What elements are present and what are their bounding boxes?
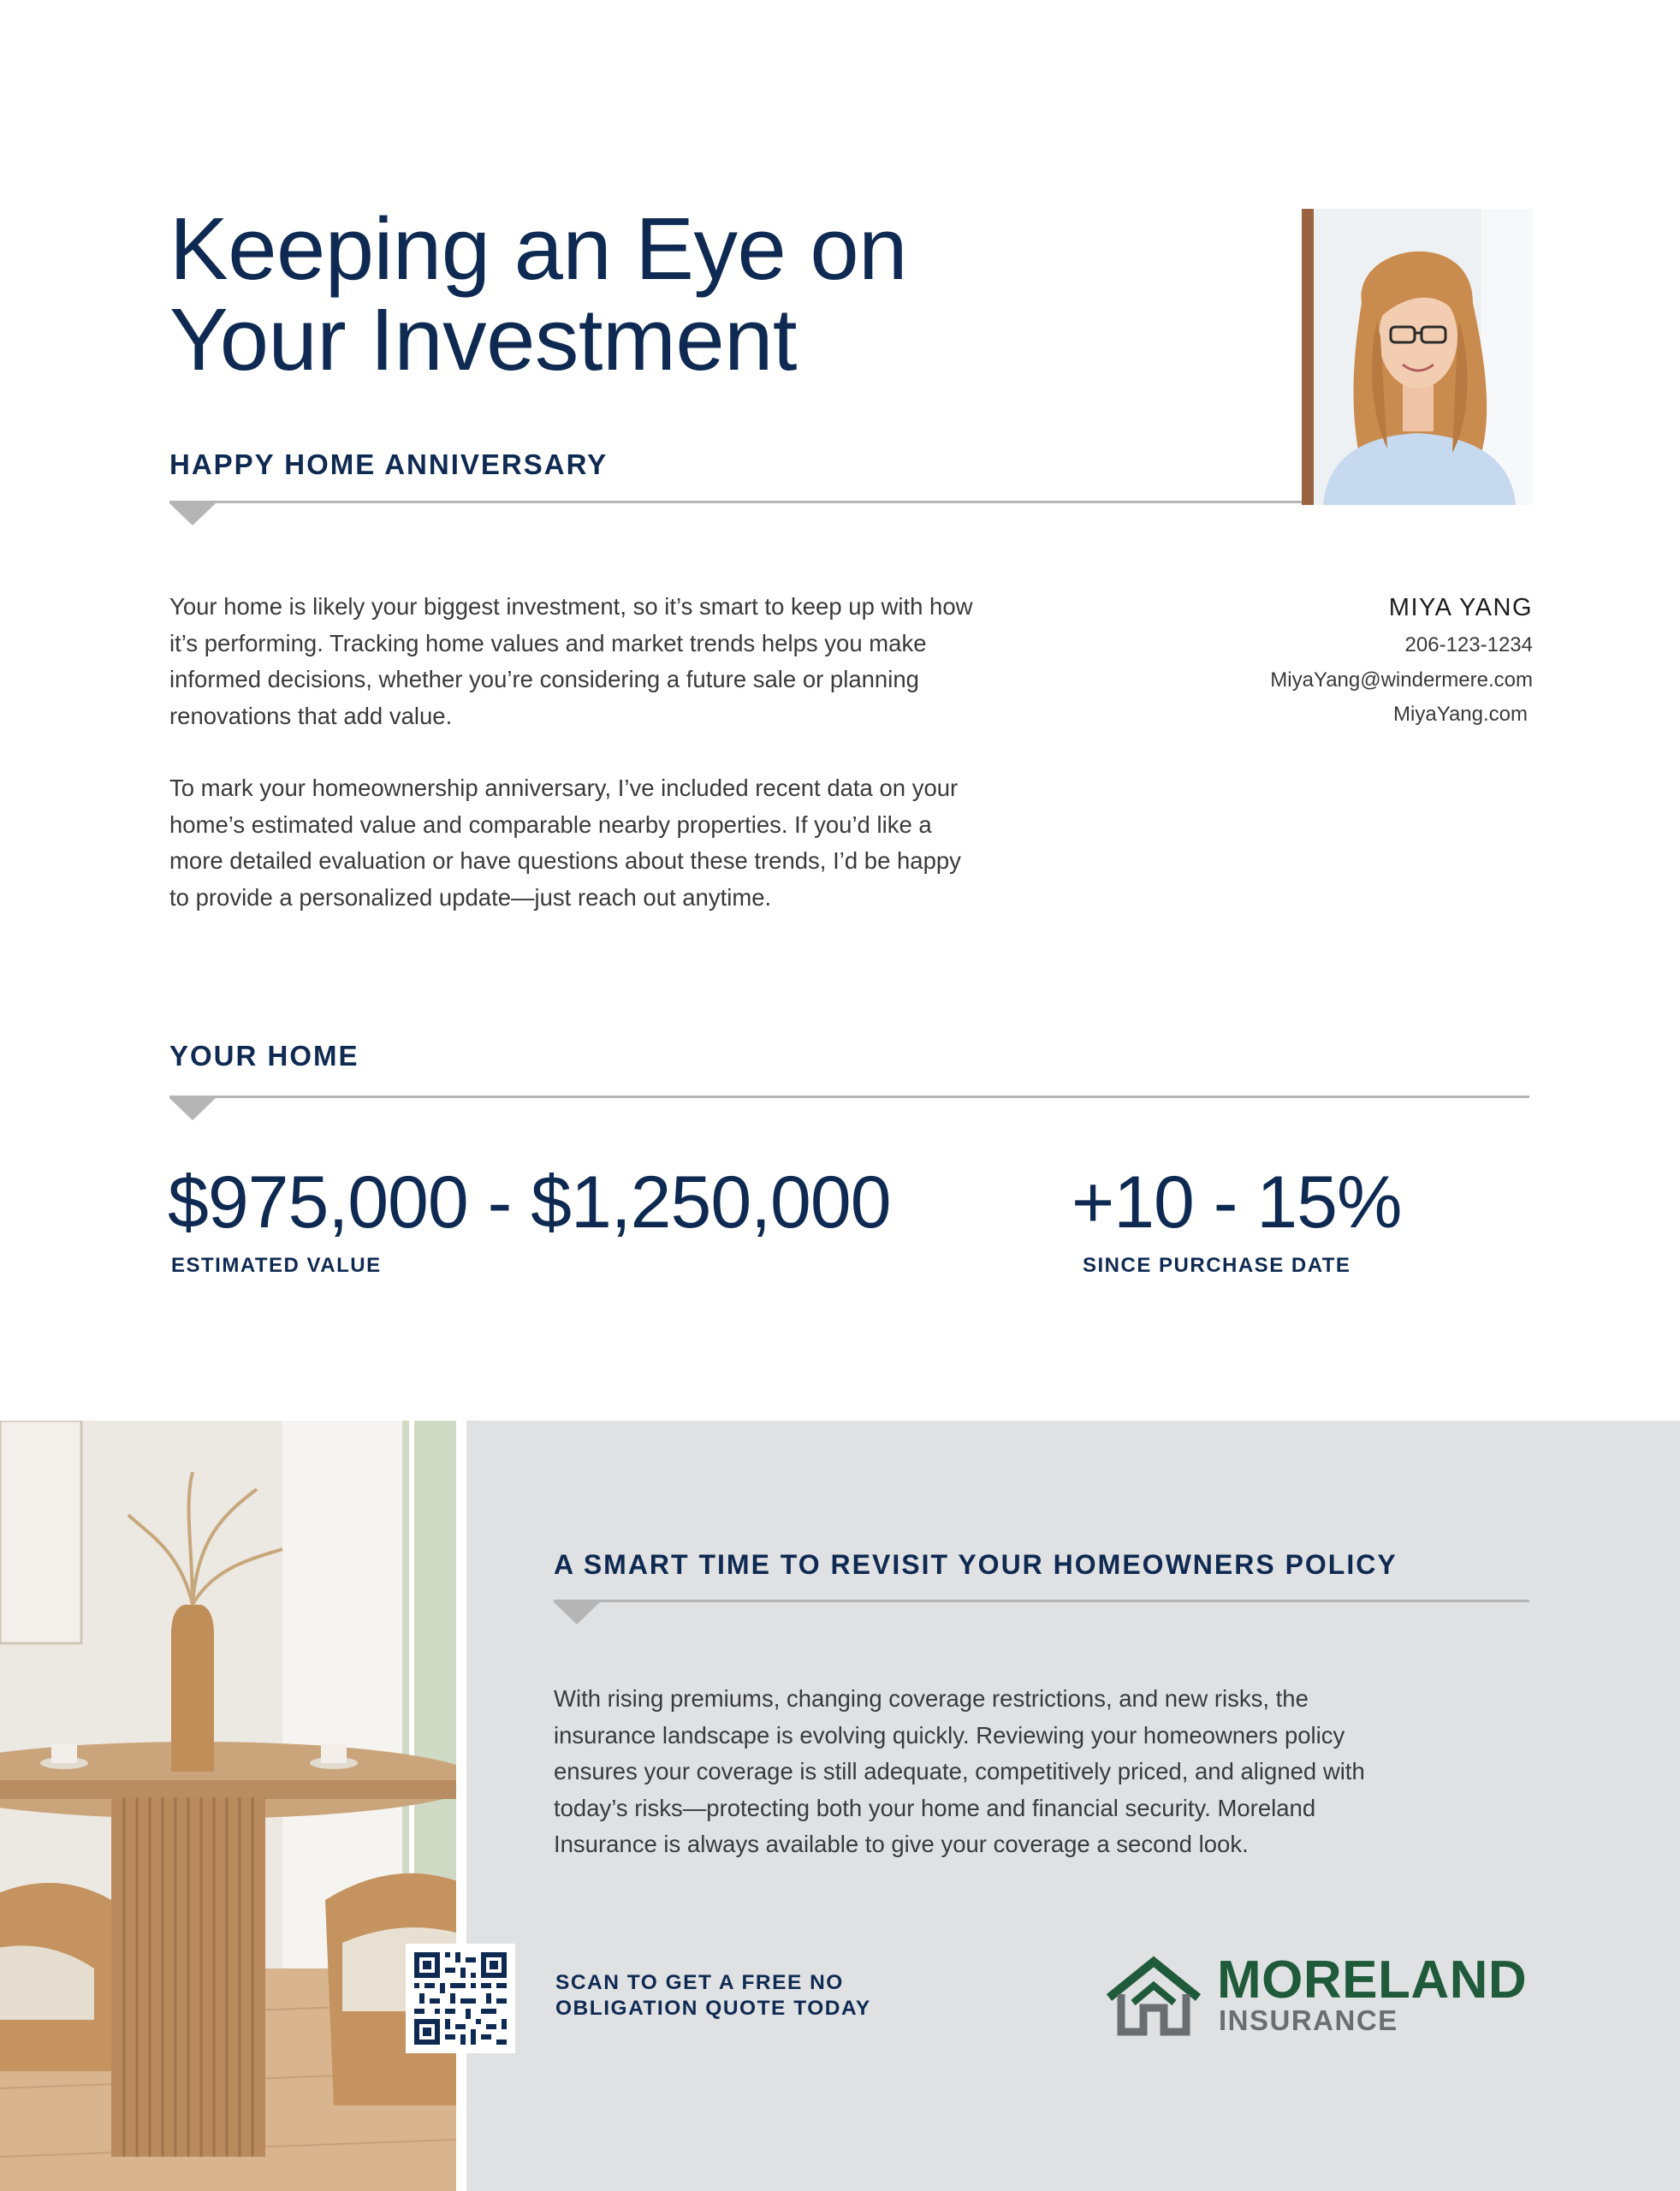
insurance-body-line: today’s risks—protecting both your home and financial security. Moreland — [554, 1794, 1316, 1821]
headline-line-1: Keeping an Eye on — [169, 199, 907, 298]
anniversary-divider — [169, 501, 1302, 503]
intro-p1-line: it’s performing. Tracking home values and market trends helps you make — [169, 629, 927, 656]
agent-website[interactable]: MiyaYang.com — [1393, 703, 1528, 726]
your-home-divider-notch — [169, 1098, 216, 1120]
appreciation-label: SINCE PURCHASE DATE — [1083, 1254, 1351, 1277]
logo-subtitle: INSURANCE — [1219, 2004, 1398, 2036]
anniversary-divider-notch — [169, 503, 216, 525]
intro-p2-line: home’s estimated value and comparable nearby properties. If you’d like a — [169, 810, 932, 838]
intro-paragraph-2 — [169, 770, 1077, 916]
intro-p1-line: informed decisions, whether you’re considering a future sale or planning — [169, 666, 919, 692]
your-home-divider — [169, 1096, 1529, 1098]
house-logo-icon — [1104, 1955, 1203, 2037]
agent-phone[interactable]: 206-123-1234 — [1404, 633, 1533, 656]
cta-line-1: SCAN TO GET A FREE NO — [555, 1971, 844, 1994]
dining-room-photo — [0, 1421, 456, 2191]
intro-p1-line: Your home is likely your biggest investment, so it’s smart to keep up with how — [169, 593, 973, 620]
insurance-body-line: Insurance is always available to give your coverage a second look. — [554, 1831, 1249, 1857]
your-home-section-label: YOUR HOME — [169, 1040, 359, 1072]
dining-room-illustration — [0, 1421, 456, 2191]
estimated-value-label: ESTIMATED VALUE — [171, 1254, 382, 1277]
insurance-body-line: ensures your coverage is still adequate, competitively priced, and aligned with — [554, 1758, 1365, 1784]
appreciation-value: +10 - 15% — [1072, 1161, 1402, 1244]
page-title — [169, 199, 1025, 389]
logo-wordmark: MORELAND — [1217, 1951, 1528, 2010]
insurance-divider — [554, 1600, 1529, 1602]
intro-p2-line: more detailed evaluation or have questions about these trends, I’d be happy — [169, 847, 961, 874]
insurance-divider-notch — [554, 1602, 600, 1624]
cta-line-2: OBLIGATION QUOTE TODAY — [555, 1997, 871, 2020]
qr-call-to-action — [555, 1970, 871, 2022]
qr-code-icon[interactable] — [406, 1944, 515, 2053]
insurance-body — [554, 1681, 1529, 1863]
agent-email[interactable]: MiyaYang@windermere.com — [1270, 668, 1533, 692]
qr-code-graphic — [406, 1944, 515, 2053]
agent-name: MIYA YANG — [1388, 594, 1533, 621]
agent-portrait — [1302, 209, 1533, 505]
estimated-value: $975,000 - $1,250,000 — [168, 1161, 891, 1244]
moreland-insurance-logo[interactable] — [1104, 1951, 1532, 2046]
intro-p2-line: To mark your homeownership anniversary, I’ve included recent data on your — [169, 775, 959, 801]
intro-text — [169, 589, 1077, 916]
headline-line-2: Your Investment — [169, 290, 798, 389]
intro-p2-line: to provide a personalized update—just reach out anytime. — [169, 883, 772, 911]
insurance-body-line: insurance landscape is evolving quickly. Reviewing your homeowners policy — [554, 1721, 1345, 1749]
insurance-section-label: A SMART TIME TO REVISIT YOUR HOMEOWNERS POLICY — [554, 1549, 1398, 1580]
insurance-body-line: With rising premiums, changing coverage restrictions, and new risks, the — [554, 1685, 1309, 1712]
anniversary-section-label: HAPPY HOME ANNIVERSARY — [169, 448, 608, 480]
portrait-illustration — [1302, 209, 1533, 505]
photo-divider — [456, 1421, 466, 2191]
intro-p1-line: renovations that add value. — [169, 702, 453, 729]
intro-paragraph-1 — [169, 589, 1077, 734]
